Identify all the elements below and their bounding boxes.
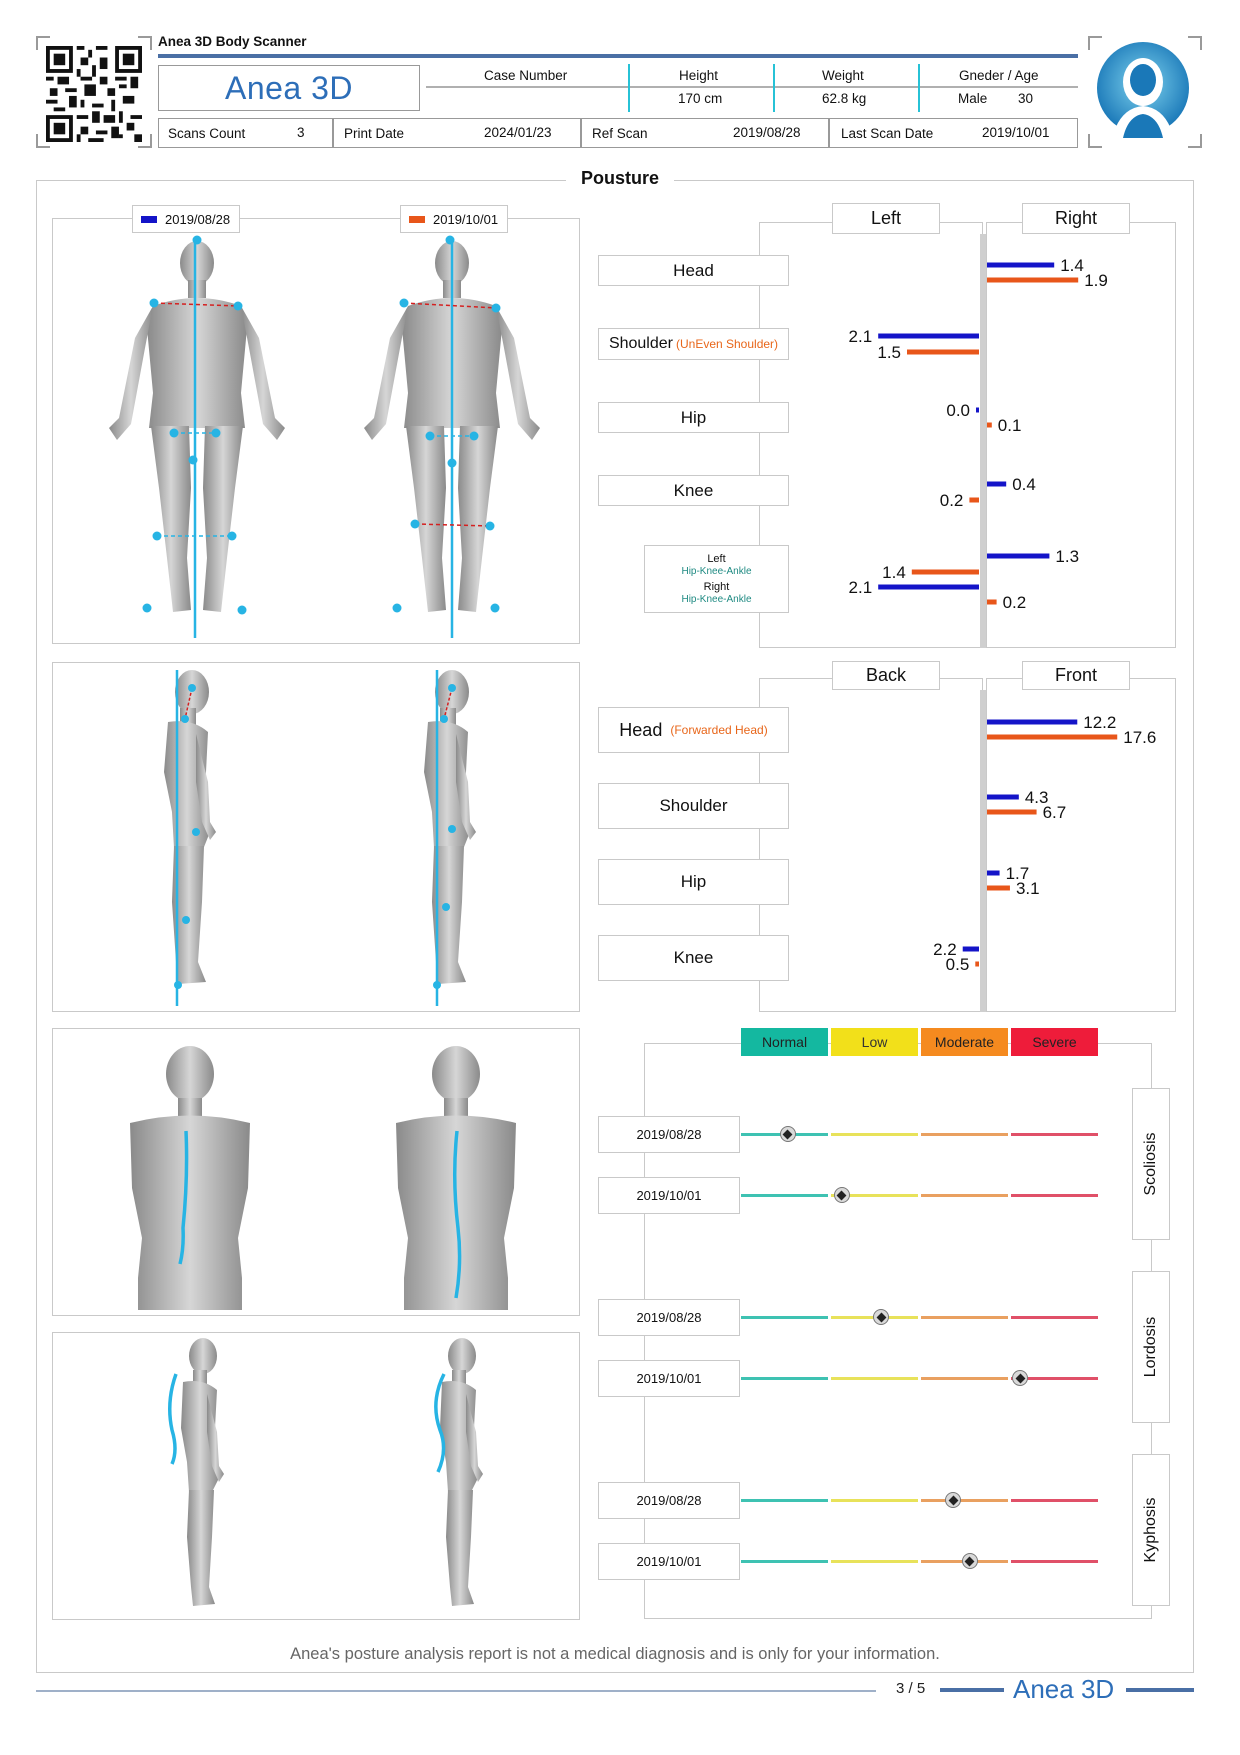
row-name: Head [619, 719, 663, 740]
section-title: Pousture [566, 168, 674, 189]
severity-track-segment [741, 1194, 828, 1197]
severity-track-segment [1011, 1560, 1098, 1563]
age-value: 30 [1018, 91, 1034, 106]
severity-group-kyphosis [1132, 1454, 1170, 1606]
severity-group-label: Scoliosis [1142, 1132, 1159, 1196]
front-right-hka-s2-value-label: 0.2 [1002, 593, 1027, 612]
front-knee-s1-value-label: 0.4 [1012, 475, 1036, 494]
footer-brand: Anea 3D [1013, 1674, 1115, 1704]
disclaimer: Anea's posture analysis report is not a medical diagnosis and is only for your information. [290, 1645, 940, 1663]
severity-scan-date: 2019/08/28 [598, 1299, 740, 1336]
gender-value: Male [958, 91, 988, 106]
scans-count-value: 3 [297, 125, 305, 140]
gender-age-label: Gneder / Age [959, 68, 1039, 83]
legend-scan2-label: 2019/10/01 [433, 211, 499, 227]
hka-left-sub: Hip-Knee-Ankle [681, 565, 752, 577]
row-name: Knee [673, 948, 714, 967]
side-knee-s2-value-label: 0.5 [945, 955, 970, 974]
severity-marker-dot [783, 1129, 793, 1139]
spine-side-scan1 [181, 1338, 224, 1606]
last-scan-value: 2019/10/01 [982, 125, 1050, 140]
severity-scan-date: 2019/08/28 [598, 1116, 740, 1153]
severity-scan-date: 2019/10/01 [598, 1177, 740, 1214]
weight-label: Weight [822, 68, 864, 83]
severity-track-segment [1011, 1316, 1098, 1319]
severity-track-segment [831, 1133, 918, 1136]
front-right-hka-s1-value-label: 2.1 [848, 578, 873, 597]
severity-track-segment [741, 1499, 828, 1502]
hka-right-title: Right [703, 581, 730, 593]
footer-bar [940, 1688, 1004, 1692]
spine-side-figures [52, 1332, 580, 1620]
front-direction-label: Front [1022, 661, 1130, 690]
side-head-s1-value-label: 12.2 [1083, 713, 1117, 732]
front-left-hka-s2-value-label: 1.4 [882, 563, 906, 582]
severity-marker-dot [965, 1556, 975, 1566]
front-knee-s2-value-label: 0.2 [939, 491, 964, 510]
severity-track-segment [921, 1377, 1008, 1380]
case-number-label: Case Number [484, 68, 568, 83]
severity-track-segment [1011, 1133, 1098, 1136]
row-note: (Forwarded Head) [670, 723, 768, 737]
spine-side-scan2 [440, 1338, 483, 1606]
front-head-s2-value-label: 1.9 [1084, 271, 1108, 290]
print-date-label: Print Date [344, 126, 405, 141]
row-name: Hip [680, 872, 707, 891]
front-hip-s2-value-label: 0.1 [997, 416, 1022, 435]
severity-track-segment [741, 1377, 828, 1380]
right-direction-label: Right [1022, 203, 1130, 234]
hka-left-title: Left [707, 552, 726, 565]
side-hip-s2-value-label: 3.1 [1015, 879, 1040, 898]
front-shoulder-s1-value-label: 2.1 [848, 327, 873, 346]
ref-scan-label: Ref Scan [592, 126, 648, 141]
severity-header [741, 1028, 1098, 1056]
side-head-s2-value-label: 17.6 [1123, 728, 1157, 747]
front-left-hka-s1-value-label: 1.3 [1055, 547, 1080, 566]
severity-group-label: Kyphosis [1142, 1497, 1159, 1563]
severity-marker [962, 1553, 978, 1569]
severity-marker [780, 1126, 796, 1142]
app-name: Anea 3D Body Scanner [158, 34, 307, 49]
footer-rule [36, 1690, 876, 1692]
last-scan-label: Last Scan Date [841, 126, 934, 141]
row-name: Hip [680, 407, 707, 427]
severity-track-segment [921, 1194, 1008, 1197]
severity-track-segment [921, 1133, 1008, 1136]
severity-marker-dot [1015, 1373, 1025, 1383]
row-name: Knee [673, 480, 714, 500]
scans-count-label: Scans Count [168, 126, 246, 141]
row-name: Shoulder [659, 796, 728, 815]
height-label: Height [679, 68, 719, 83]
severity-track-segment [831, 1499, 918, 1502]
brand-logo: Anea 3D [158, 65, 420, 111]
hka-right-sub: Hip-Knee-Ankle [681, 593, 752, 605]
severity-level-low: Low [831, 1028, 918, 1056]
severity-marker [1012, 1370, 1028, 1386]
spine-profile-scan1 [170, 1374, 176, 1464]
front-hip-s1-value-label: 0.0 [946, 401, 970, 420]
severity-scan-date: 2019/10/01 [598, 1360, 740, 1397]
weight-value: 62.8 kg [822, 91, 867, 106]
back-direction-label: Back [832, 661, 940, 690]
severity-scan-date: 2019/08/28 [598, 1482, 740, 1519]
front-head-s1-value-label: 1.4 [1060, 256, 1084, 275]
severity-track-segment [831, 1377, 918, 1380]
severity-group-label: Lordosis [1142, 1316, 1159, 1378]
front-shoulder-s2-value-label: 1.5 [877, 343, 901, 362]
side-knee-s1-value-label: 2.2 [933, 940, 957, 959]
side-shoulder-s2-value-label: 6.7 [1042, 803, 1067, 822]
severity-marker-dot [837, 1190, 847, 1200]
row-note: (UnEven Shoulder) [675, 337, 779, 351]
side-hip-s1-value-label: 1.7 [1005, 864, 1030, 883]
severity-group-scoliosis [1132, 1088, 1170, 1240]
severity-marker-dot [876, 1312, 886, 1322]
severity-scan-date: 2019/10/01 [598, 1543, 740, 1580]
severity-level-moderate: Moderate [921, 1028, 1008, 1056]
severity-marker-dot [948, 1495, 958, 1505]
severity-marker [834, 1187, 850, 1203]
page-number: 3 / 5 [896, 1680, 926, 1697]
ref-scan-value: 2019/08/28 [733, 125, 801, 140]
severity-track-segment [1011, 1194, 1098, 1197]
severity-group-lordosis [1132, 1271, 1170, 1423]
severity-track-segment [741, 1560, 828, 1563]
left-direction-label: Left [832, 203, 940, 234]
severity-level-severe: Severe [1011, 1028, 1098, 1056]
height-value: 170 cm [678, 91, 723, 106]
severity-track-segment [1011, 1499, 1098, 1502]
severity-track-segment [831, 1560, 918, 1563]
severity-track-segment [921, 1499, 1008, 1502]
severity-level-normal: Normal [741, 1028, 828, 1056]
print-date-value: 2024/01/23 [484, 125, 552, 140]
row-name: Shoulder [608, 335, 673, 352]
severity-track-segment [921, 1316, 1008, 1319]
severity-track-segment [741, 1316, 828, 1319]
side-shoulder-s1-value-label: 4.3 [1024, 788, 1049, 807]
footer-bar [1126, 1688, 1194, 1692]
legend-scan1-label: 2019/08/28 [165, 211, 231, 227]
row-name: Head [673, 260, 714, 280]
